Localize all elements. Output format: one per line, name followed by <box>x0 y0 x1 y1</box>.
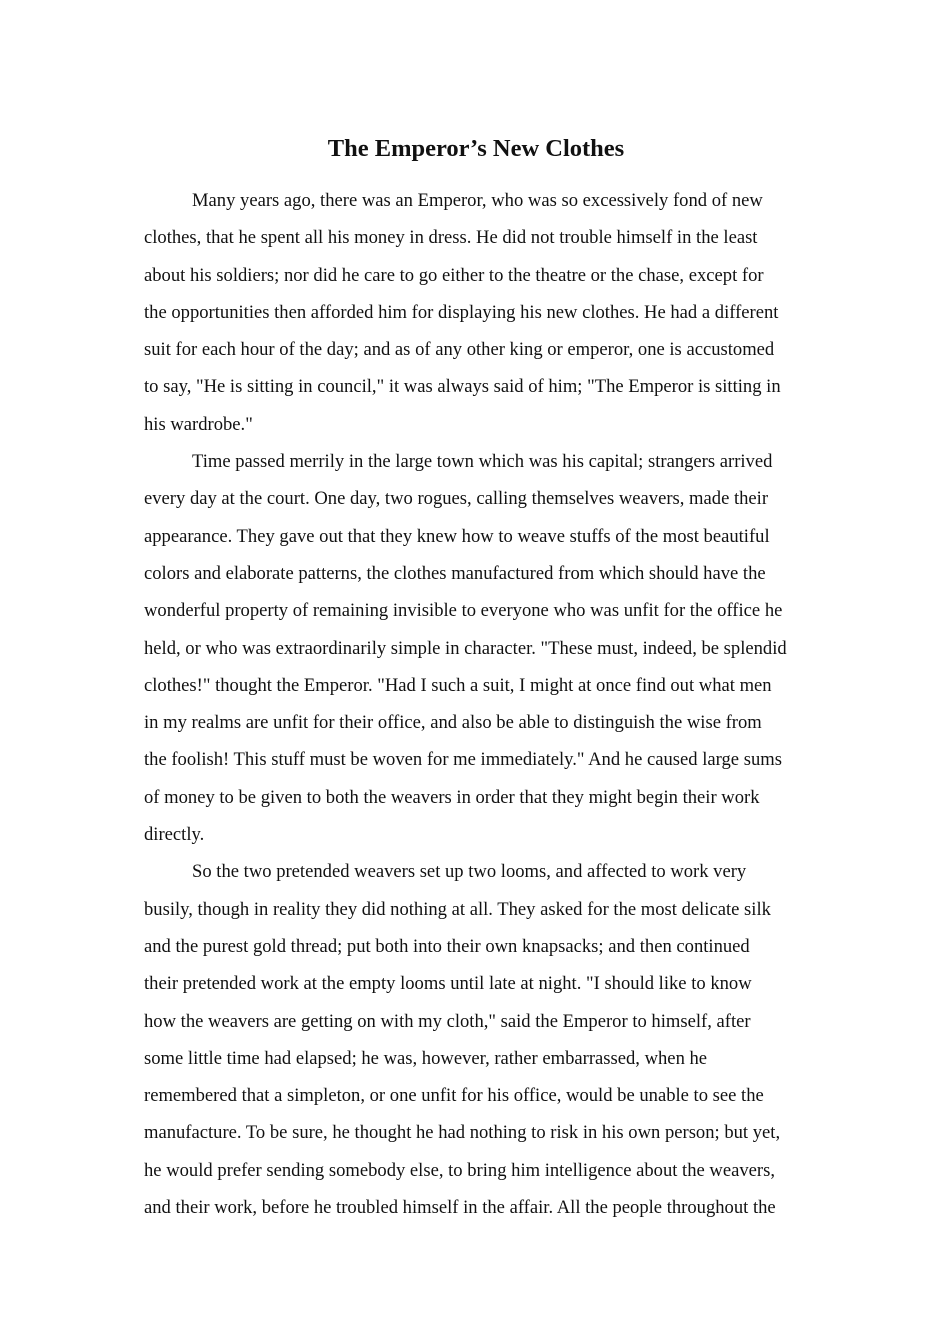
paragraph-line: how the weavers are getting on with my cloth," said the Emperor to himself, after <box>144 1010 751 1032</box>
paragraph-line: of money to be given to both the weavers in order that they might begin their work <box>144 786 760 808</box>
paragraph-line: remembered that a simpleton, or one unfit for his office, would be unable to see the <box>144 1085 764 1107</box>
paragraph-line: directly. <box>144 824 205 846</box>
paragraph-line: the foolish! This stuff must be woven for me immediately." And he caused large sums <box>144 749 782 771</box>
paragraph-line: some little time had elapsed; he was, however, rather embarrassed, when he <box>144 1047 708 1069</box>
paragraph-line: he would prefer sending somebody else, to bring him intelligence about the weavers, <box>144 1159 775 1181</box>
paragraph-line: the opportunities then afforded him for displaying his new clothes. He had a different <box>144 301 779 323</box>
paragraph-line: manufacture. To be sure, he thought he had nothing to risk in his own person; but yet, <box>144 1122 781 1144</box>
paragraph-line: suit for each hour of the day; and as of any other king or emperor, one is accustomed <box>144 339 775 361</box>
paragraph-line: Time passed merrily in the large town which was his capital; strangers arrived <box>192 451 773 473</box>
paragraph-line: busily, though in reality they did nothing at all. They asked for the most delicate silk <box>144 898 771 920</box>
paragraph <box>144 182 808 443</box>
paragraph-line: in my realms are unfit for their office, and also be able to distinguish the wise from <box>144 712 762 734</box>
paragraph-line: and their work, before he troubled himself in the affair. All the people throughout the <box>144 1197 776 1219</box>
document-title: The Emperor’s New Clothes <box>327 135 625 162</box>
paragraph-line: clothes, that he spent all his money in dress. He did not trouble himself in the least <box>144 227 758 249</box>
paragraph-line: every day at the court. One day, two rogues, calling themselves weavers, made their <box>144 488 769 510</box>
paragraph-line: his wardrobe." <box>144 413 253 435</box>
paragraph-line: clothes!" thought the Emperor. "Had I such a suit, I might at once find out what men <box>144 674 772 696</box>
paragraph-line: appearance. They gave out that they knew how to weave stuffs of the most beautiful <box>144 525 770 547</box>
paragraph-line: their pretended work at the empty looms until late at night. "I should like to know <box>144 973 752 995</box>
paragraph-line: wonderful property of remaining invisible to everyone who was unfit for the office he <box>144 600 783 622</box>
paragraph <box>144 443 808 853</box>
document-body <box>144 182 808 1226</box>
paragraph-line: about his soldiers; nor did he care to go either to the theatre or the chase, except for <box>144 264 764 286</box>
paragraph-line: held, or who was extraordinarily simple in character. "These must, indeed, be splendid <box>144 637 787 659</box>
paragraph <box>144 853 808 1226</box>
document-content <box>144 130 808 1226</box>
paragraph-line: to say, "He is sitting in council," it was always said of him; "The Emperor is sitting in <box>144 376 781 398</box>
paragraph-line: So the two pretended weavers set up two looms, and affected to work very <box>192 861 747 883</box>
paragraph-line: Many years ago, there was an Emperor, who was so excessively fond of new <box>192 190 763 211</box>
paragraph-line: and the purest gold thread; put both into their own knapsacks; and then continued <box>144 935 750 957</box>
paragraph-line: colors and elaborate patterns, the clothes manufactured from which should have the <box>144 562 766 584</box>
